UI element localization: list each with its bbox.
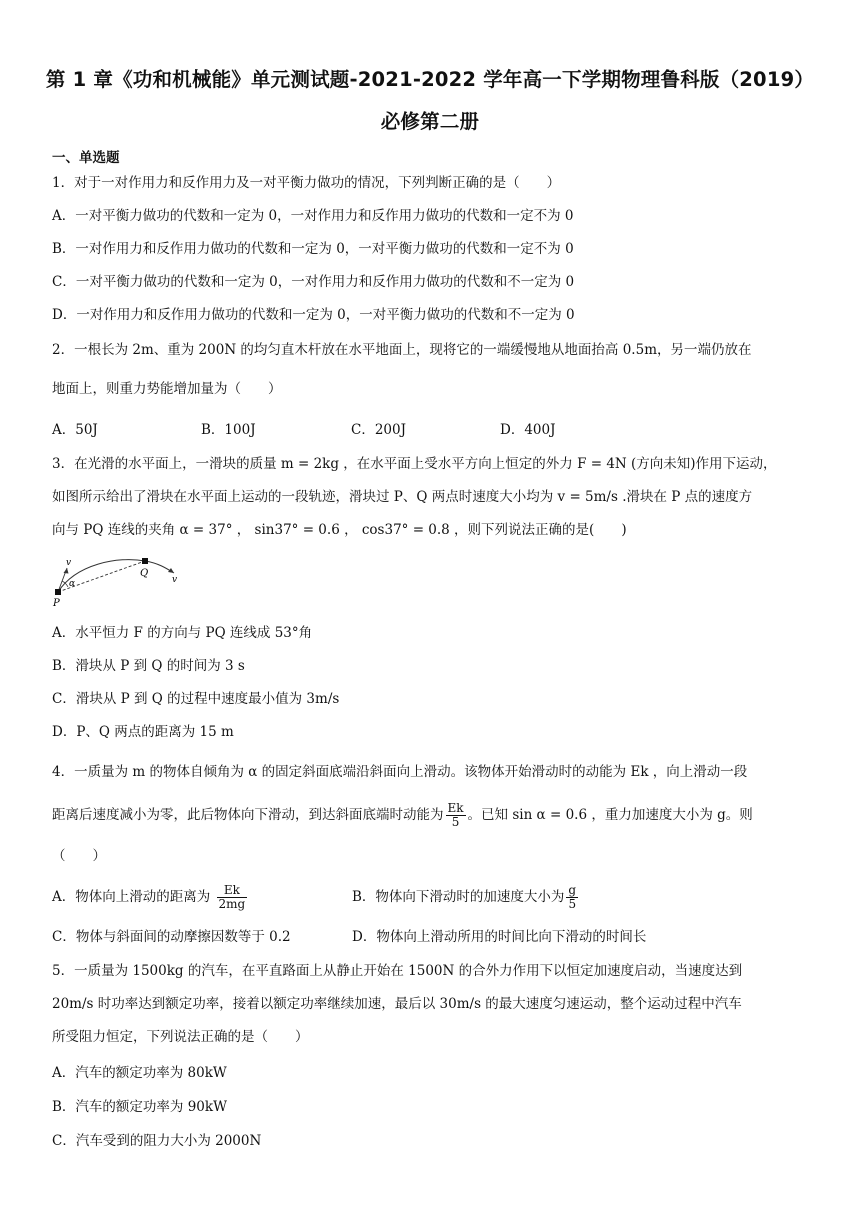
- label-alpha: α: [69, 579, 76, 589]
- q5-stem-line-2: 20m/s 时功率达到额定功率，接着以额定功率继续加速，最后以 30m/s 的最大速度匀速运动，整个运动过程中汽车: [52, 996, 742, 1012]
- g-over-5-fraction: [566, 884, 578, 911]
- point-p-marker: [55, 589, 61, 595]
- q4-option-d: D．物体向上滑动所用的时间比向下滑动的时间长: [352, 929, 647, 945]
- q2-option-b: B．100J: [201, 422, 256, 438]
- q3-option-a: A．水平恒力 F 的方向与 PQ 连线成 53°角: [52, 625, 313, 641]
- q3-option-b: B．滑块从 P 到 Q 的时间为 3 s: [52, 658, 245, 674]
- q4-option-a-text: A．物体向上滑动的距离为: [52, 889, 211, 905]
- q4-option-a: [52, 884, 249, 911]
- q1-option-d: D．一对作用力和反作用力做功的代数和一定为 0，一对平衡力做功的代数和不一定为 0: [52, 307, 575, 323]
- q3-stem-line-3: 向与 PQ 连线的夹角 α = 37° ， sin37° = 0.6 ， cos37° = 0.8 ，则下列说法正确的是( ): [52, 522, 627, 538]
- q4-stem-line-3: （ ）: [52, 848, 106, 864]
- q1-stem: 1．对于一对作用力和反作用力及一对平衡力做功的情况，下列判断正确的是（ ）: [52, 175, 561, 191]
- q2-option-a: A．50J: [52, 422, 98, 438]
- q5-option-b: B．汽车的额定功率为 90kW: [52, 1099, 227, 1115]
- fraction-numerator: Ek: [447, 801, 464, 815]
- fraction-numerator: g: [568, 883, 577, 897]
- trajectory-curve: [58, 560, 174, 592]
- q4-option-b: [352, 884, 580, 911]
- q3-stem-line-2: 如图所示给出了滑块在水平面上运动的一段轨迹，滑块过 P、Q 两点时速度大小均为 v = 5m/s .滑块在 P 点的速度方: [52, 489, 753, 505]
- q5-option-c: C．汽车受到的阻力大小为 2000N: [52, 1133, 262, 1149]
- fraction-numerator: Ek: [217, 884, 248, 898]
- q4-stem-line-2: [52, 802, 753, 829]
- label-v-at-p: v: [66, 558, 72, 568]
- q1-option-b: B．一对作用力和反作用力做功的代数和一定为 0，一对平衡力做功的代数和一定不为 0: [52, 241, 574, 257]
- q5-stem-line-3: 所受阻力恒定，下列说法正确的是（ ）: [52, 1029, 309, 1045]
- q3-stem-line-1: 3．在光滑的水平面上，一滑块的质量 m = 2kg ，在水平面上受水平方向上恒定的外力 F = 4N (方向未知)作用下运动，: [52, 456, 777, 472]
- point-q-marker: [142, 558, 148, 564]
- q3-option-c: C．滑块从 P 到 Q 的过程中速度最小值为 3m/s: [52, 691, 340, 707]
- q1-option-a: A．一对平衡力做功的代数和一定为 0，一对作用力和反作用力做功的代数和一定不为 0: [52, 208, 574, 224]
- section-heading: 一、单选题: [52, 150, 120, 166]
- label-v-at-end: v: [172, 575, 178, 585]
- q4-option-c: C．物体与斜面间的动摩擦因数等于 0.2: [52, 929, 291, 945]
- q1-option-c: C．一对平衡力做功的代数和一定为 0，一对作用力和反作用力做功的代数和不一定为 0: [52, 274, 575, 290]
- q2-option-c: C．200J: [351, 422, 407, 438]
- q3-option-d: D．P、Q 两点的距离为 15 m: [52, 724, 234, 740]
- ek-over-2mg-fraction: [217, 884, 248, 911]
- q4-stem-line-2-text-b: 。已知 sin α = 0.6 ，重力加速度大小为 g。则: [467, 807, 753, 823]
- fraction-denominator: 5: [451, 815, 460, 829]
- label-q: Q: [140, 568, 149, 579]
- q2-option-d: D．400J: [500, 422, 556, 438]
- q2-stem-line-1: 2．一根长为 2m、重为 200N 的均匀直木杆放在水平地面上，现将它的一端缓慢地从地面抬高 0.5m，另一端仍放在: [52, 342, 752, 358]
- q3-trajectory-figure: [48, 554, 188, 610]
- ek-over-5-fraction: [446, 802, 466, 829]
- title-line-1: 第 1 章《功和机械能》单元测试题-2021-2022 学年高一下学期物理鲁科版（2019）: [45, 68, 815, 91]
- q4-stem-line-1: 4．一质量为 m 的物体自倾角为 α 的固定斜面底端沿斜面向上滑动。该物体开始滑动时的动能为 Ek ，向上滑动一段: [52, 764, 748, 780]
- label-p: P: [53, 598, 60, 609]
- q2-stem-line-2: 地面上，则重力势能增加量为（ ）: [52, 381, 282, 397]
- q5-option-a: A．汽车的额定功率为 80kW: [52, 1065, 227, 1081]
- q4-stem-line-2-text-a: 距离后速度减小为零，此后物体向下滑动，到达斜面底端时动能为: [52, 807, 444, 823]
- fraction-denominator: 5: [568, 897, 577, 911]
- q5-stem-line-1: 5．一质量为 1500kg 的汽车，在平直路面上从静止开始在 1500N 的合外力作用下以恒定加速度启动，当速度达到: [52, 963, 743, 979]
- fraction-denominator: 2mg: [218, 897, 246, 911]
- title-line-2: 必修第二册: [380, 110, 480, 133]
- q4-option-b-text: B．物体向下滑动时的加速度大小为: [352, 889, 565, 905]
